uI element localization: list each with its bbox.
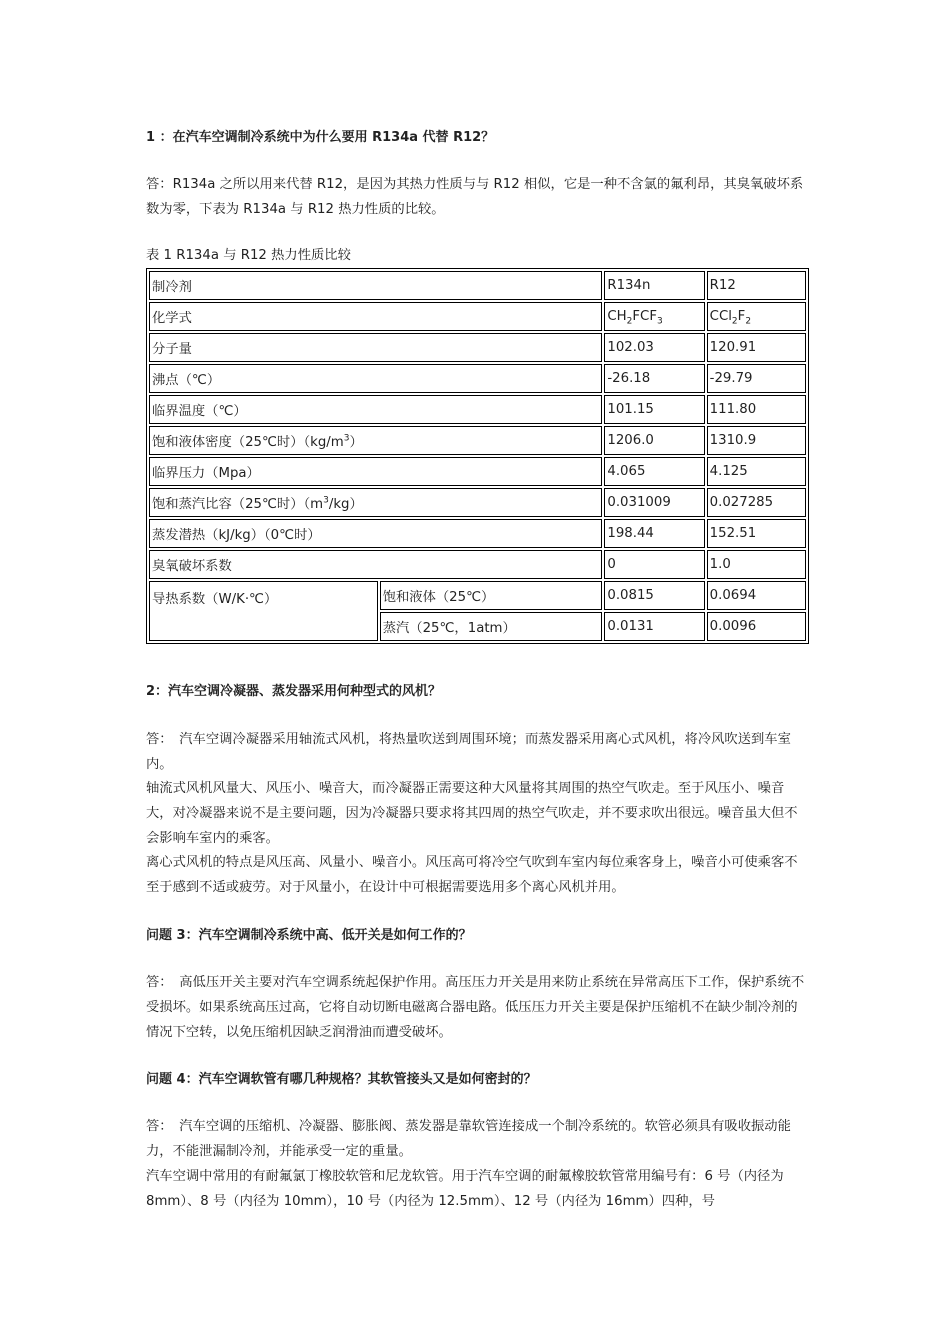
table-cell: 0.0131 [604, 612, 704, 641]
volume-label: 饱和蒸汽比容（25℃时）$(m^3/kg)$ [149, 488, 602, 517]
table-cell: 120.91 [707, 333, 806, 362]
table-cell: 0.027285 [707, 488, 806, 517]
table-cell: 111.80 [707, 395, 806, 424]
answer-3-para-1: 答： 高低压开关主要对汽车空调系统起保护作用。高压压力开关是用来防止系统在异常高压下工作，保护系统不受损坏。如果系统高压过高，它将自动切断电磁离合器电路。低压压力开关主要是保护压缩机不在缺少制冷剂的情况下空转，以免压缩机因缺乏润滑油而遭受破坏。 [146, 975, 805, 1040]
answer-4-para-2: 汽车空调中常用的有耐氟氯丁橡胶软管和尼龙软管。用于汽车空调的耐氟橡胶软管常用编号有：6 号（内径为 8mm）、8 号（内径为 10mm），10 号（内径为 12.5mm）、12 号（内径为 16mm）四种，号 [146, 1169, 784, 1209]
table-cell: 4.125 [707, 457, 806, 486]
table-cell: 化学式 [149, 302, 602, 331]
table-cell: R12 [707, 271, 806, 300]
table-row [149, 395, 806, 424]
table-cell: 152.51 [707, 519, 806, 548]
table-row [149, 333, 806, 362]
table-cell: 0.0694 [707, 581, 806, 610]
table-cell: 蒸汽（25℃，1atm） [380, 612, 603, 641]
question-2-title: 2：汽车空调冷凝器、蒸发器采用何种型式的风机？ [146, 684, 442, 699]
table-cell: 0.031009 [604, 488, 704, 517]
answer-2-para-3: 离心式风机的特点是风压高、风量小、噪音小。风压高可将冷空气吹到车室内每位乘客身上，噪音小可使乘客不至于感到不适或疲劳。对于风量小，在设计中可根据需要选用多个离心风机并用。 [146, 855, 798, 895]
table-row [149, 550, 806, 579]
properties-table [146, 268, 809, 644]
question-1-title: 1 ：在汽车空调制冷系统中为什么要用 R134a 代替 R12？ [146, 130, 495, 145]
answer-4-para-1: 答： 汽车空调的压缩机、冷凝器、膨胀阀、蒸发器是靠软管连接成一个制冷系统的。软管必须具有吸收振动能力，不能泄漏制冷剂，并能承受一定的重量。 [146, 1119, 791, 1159]
table-row [149, 488, 806, 517]
table-cell: 1310.9 [707, 426, 806, 455]
table-cell: 198.44 [604, 519, 704, 548]
table-cell: 临界温度（℃） [149, 395, 602, 424]
answer-2-para-1: 答： 汽车空调冷凝器采用轴流式风机，将热量吹送到周围环境；而蒸发器采用离心式风机，将冷风吹送到车室内。 [146, 732, 791, 772]
table-cell: 臭氧破坏系数 [149, 550, 602, 579]
table-cell: 饱和液体（25℃） [380, 581, 603, 610]
density-label: 饱和液体密度（25℃时）$(kg/m^3)$ [149, 426, 602, 455]
question-3-title: 问题 3：汽车空调制冷系统中高、低开关是如何工作的？ [146, 928, 472, 943]
table-cell: 1.0 [707, 550, 806, 579]
table-cell: 蒸发潜热（kJ/kg）（0℃时） [149, 519, 602, 548]
formula-r134a: $CH_2FCF_3$ [604, 302, 704, 331]
table-row [149, 302, 806, 331]
table-cell: 4.065 [604, 457, 704, 486]
table-row [149, 457, 806, 486]
answer-1-text: 答：R134a 之所以用来代替 R12，是因为其热力性质与与 R12 相似，它是一种不含氯的氟利昂，其臭氧破坏系数为零，下表为 R134a 与 R12 热力性质的比较。 [146, 177, 804, 217]
table-cell: 沸点（℃） [149, 364, 602, 393]
table-cell: 0.0096 [707, 612, 806, 641]
table-row [149, 364, 806, 393]
table-row [149, 426, 806, 455]
table-cell: 102.03 [604, 333, 704, 362]
table-cell: 0 [604, 550, 704, 579]
table-cell: 101.15 [604, 395, 704, 424]
table-row [149, 271, 806, 300]
table-row [149, 581, 806, 610]
formula-r12: $CCl_2F_2$ [707, 302, 806, 331]
table-cell: -29.79 [707, 364, 806, 393]
table-cell: 0.0815 [604, 581, 704, 610]
question-4-title: 问题 4：汽车空调软管有哪几种规格？其软管接头又是如何密封的？ [146, 1072, 537, 1087]
table-cell: 临界压力（Mpa） [149, 457, 602, 486]
answer-2-para-2: 轴流式风机风量大、风压小、噪音大，而冷凝器正需要这种大风量将其周围的热空气吹走。至于风压小、噪音大，对冷凝器来说不是主要问题，因为冷凝器只要求将其四周的热空气吹走，并不要求吹出很远。噪音虽大但不会影响车室内的乘客。 [146, 781, 798, 846]
table-cell: R134n [604, 271, 704, 300]
table-cell: 1206.0 [604, 426, 704, 455]
table-cell: 制冷剂 [149, 271, 602, 300]
table-cell: 分子量 [149, 333, 602, 362]
table-cell: -26.18 [604, 364, 704, 393]
table-cell: 导热系数（W/K·℃） [149, 581, 378, 641]
table-row [149, 519, 806, 548]
table-caption: 表 1 R134a 与 R12 热力性质比较 [146, 248, 351, 263]
